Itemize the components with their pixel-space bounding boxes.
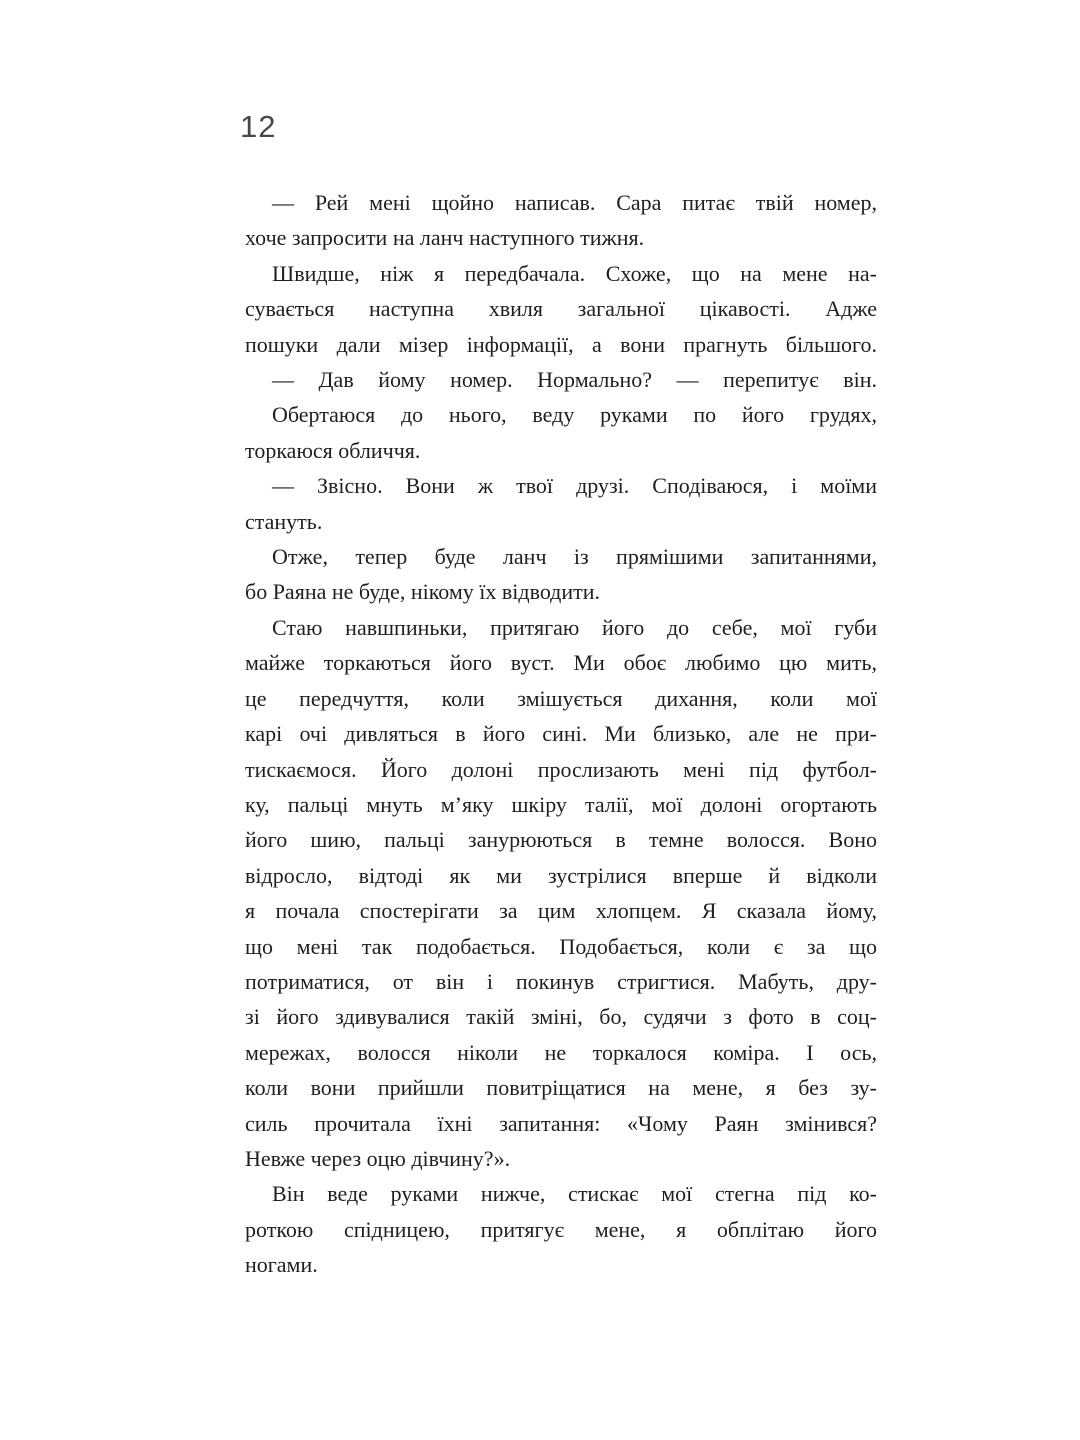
- text-line: Невже через оцю дівчину?».: [245, 1145, 511, 1171]
- paragraph: [245, 362, 877, 397]
- text-line: хоче запросити на ланч наступного тижня.: [245, 225, 645, 251]
- text-line: роткою спідницею, притягує мене, я обплітаю його: [245, 1216, 877, 1242]
- page-number: 12: [240, 109, 277, 144]
- text-line: Він веде руками нижче, стискає мої стегна під ко-: [272, 1181, 877, 1207]
- text-line: тискаємося. Його долоні прослизають мені під футбол-: [245, 756, 877, 782]
- text-line: майже торкаються його вуст. Ми обоє любимо цю мить,: [245, 650, 877, 676]
- text-column: [245, 185, 877, 1283]
- paragraph: [245, 185, 877, 256]
- text-line: зі його здивувалися такій зміні, бо, судячи з фото в соц-: [245, 1004, 877, 1030]
- paragraph: [245, 256, 877, 362]
- paragraph: [245, 539, 877, 610]
- text-line: відросло, відтоді як ми зустрілися вперше й відколи: [245, 862, 877, 888]
- text-line: Стаю навшпиньки, притягаю його до себе, мої губи: [272, 614, 877, 640]
- paragraph: [245, 1176, 877, 1282]
- text-line: стануть.: [245, 508, 323, 534]
- text-line: торкаюся обличчя.: [245, 437, 421, 463]
- text-line: силь прочитала їхні запитання: «Чому Раян змінився?: [245, 1110, 877, 1136]
- text-line: ку, пальці мнуть м’яку шкіру талії, мої долоні огортають: [245, 791, 877, 817]
- text-line: його шию, пальці занурюються в темне волосся. Воно: [245, 827, 877, 853]
- text-line: бо Раяна не буде, нікому їх відводити.: [245, 579, 601, 605]
- text-line: — Звісно. Вони ж твої друзі. Сподіваюся, і моїми: [272, 473, 877, 499]
- text-line: потриматися, от він і покинув стригтися. Мабуть, дру-: [245, 968, 877, 994]
- text-line: Обертаюся до нього, веду руками по його грудях,: [272, 402, 877, 428]
- text-line: що мені так подобається. Подобається, коли є за що: [245, 933, 877, 959]
- text-line: мережах, волосся ніколи не торкалося коміра. І ось,: [245, 1039, 877, 1065]
- text-line: пошуки дали мізер інформації, а вони прагнуть більшого.: [245, 331, 877, 357]
- text-line: — Рей мені щойно написав. Сара питає твій номер,: [272, 190, 877, 215]
- paragraph: [245, 610, 877, 1177]
- text-line: сувається наступна хвиля загальної цікавості. Адже: [245, 296, 877, 322]
- text-line: Отже, тепер буде ланч із прямішими запитаннями,: [272, 544, 877, 570]
- text-line: я почала спостерігати за цим хлопцем. Я сказала йому,: [245, 898, 877, 924]
- text-line: Швидше, ніж я передбачала. Схоже, що на мене на-: [272, 260, 877, 286]
- text-line: карі очі дивляться в його сині. Ми близько, але не при-: [245, 721, 877, 747]
- paragraph: [245, 397, 877, 468]
- paragraph: [245, 468, 877, 539]
- text-line: це передчуття, коли змішується дихання, коли мої: [245, 685, 877, 711]
- text-line: ногами.: [245, 1252, 318, 1278]
- text-line: коли вони прийшли повитріщатися на мене, я без зу-: [245, 1075, 877, 1101]
- text-line: — Дав йому номер. Нормально? — перепитує він.: [272, 367, 877, 393]
